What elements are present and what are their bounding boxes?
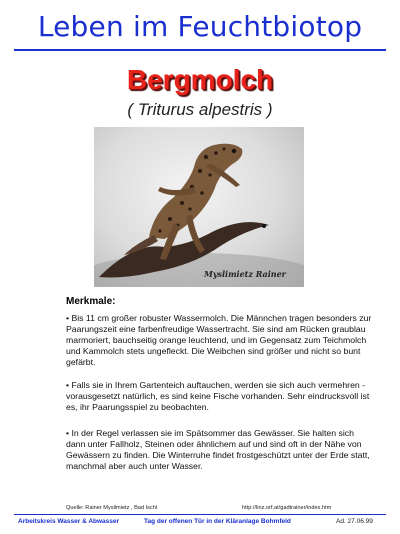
footer-event: Tag der offenen Tür in der Kläranlage Bohmfeld: [144, 518, 291, 525]
newt-photo: [94, 127, 304, 287]
feature-paragraph: • Bis 11 cm großer robuster Wassermolch. Die Männchen tragen besonders zur Paarungszeit eine farbenfreudige Wassertracht. Sie sind am Rücken graublau marmoriert, bauchseitig orange leuchtend, und im Gegensatz zum Teichmolch und Kammolch stets ungefleckt. Die Weibchen sind größer und nicht so bunt gefärbt.: [66, 313, 372, 367]
species-name: Bergmolch: [126, 64, 274, 95]
footer-divider: [14, 514, 386, 515]
source-url: http://linz.orf.at/gadtrainer/index.htm: [242, 505, 332, 511]
newt-illustration: [94, 127, 304, 287]
source-credit: Quelle: Rainer Myslimietz , Bad Ischl: [66, 505, 158, 511]
photo-credit: Myslimietz Rainer: [204, 269, 286, 279]
page-title: Leben im Feuchtbiotop: [37, 10, 363, 43]
footer-organization: Arbeitskreis Wasser & Abwasser: [18, 518, 120, 525]
footer-date: Ad. 27.06.99: [336, 518, 373, 525]
header-divider: [14, 49, 386, 51]
feature-paragraph: • In der Regel verlassen sie im Spätsommer das Gewässer. Sie halten sich dann unter Fallholz, Steinen oder ähnlichem auf und sind oft in der Nähe von Gewässern zu finden. Die Winterruhe findet frostgeschützt unter der Erde statt, manchmal aber auch unter Wasser.: [66, 428, 370, 471]
feature-paragraph: • Falls sie in Ihrem Gartenteich auftauchen, werden sie sich auch vermehren - vorausgesetzt natürlich, es sind keine Fische vorhanden. Sehr eindrucksvoll ist es, ihr Paarungsspiel zu beobachten.: [66, 380, 370, 412]
species-latin-name: ( Triturus alpestris ): [127, 100, 273, 119]
features-heading: Merkmale:: [66, 296, 116, 307]
